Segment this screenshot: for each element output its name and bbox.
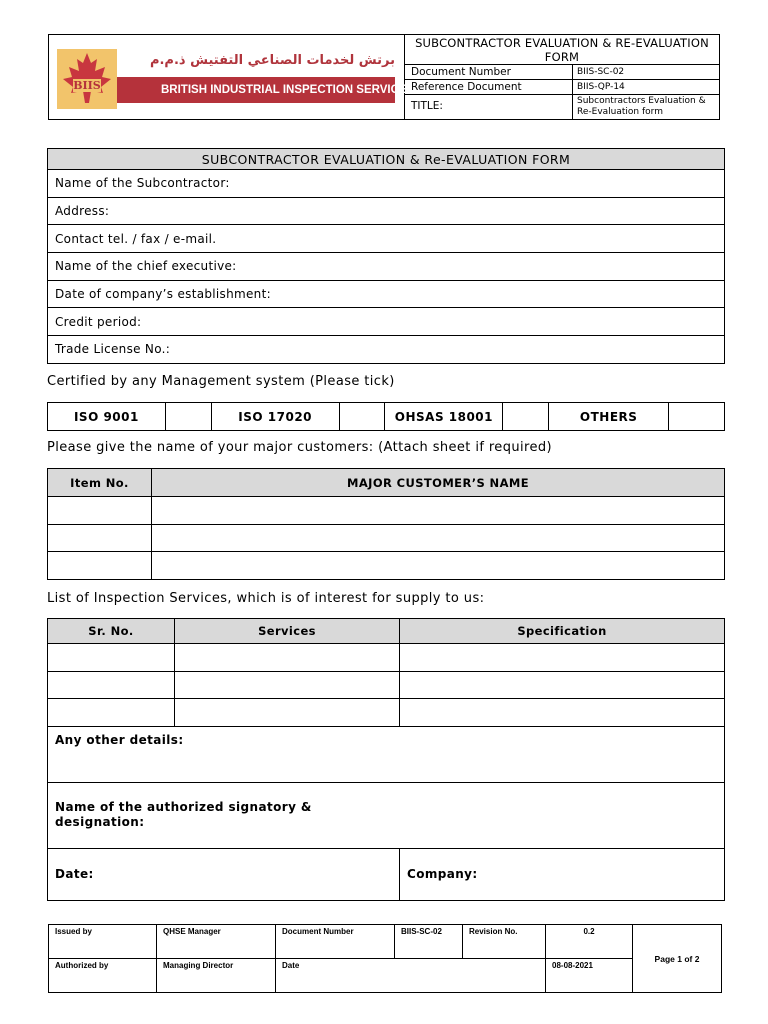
- form-title: SUBCONTRACTOR EVALUATION & Re-EVALUATION FORM: [48, 149, 725, 170]
- header-title-row: [405, 95, 719, 119]
- services-label: List of Inspection Services, which is of interest for supply to us:: [47, 591, 485, 606]
- col-sr-no: Sr. No.: [48, 619, 175, 644]
- col-services: Services: [175, 619, 400, 644]
- signatory-label: Name of the authorized signatory & designation:: [55, 800, 312, 829]
- document-footer: [48, 924, 722, 993]
- field-establishment-date[interactable]: Date of company’s establishment:: [48, 280, 725, 308]
- field-other-details[interactable]: Any other details:: [48, 726, 725, 782]
- col-item-no: Item No.: [48, 469, 152, 497]
- col-specification: Specification: [400, 619, 725, 644]
- doc-number-label: Document Number: [405, 65, 573, 79]
- cell-sr[interactable]: [48, 644, 175, 672]
- company-name-arabic: برتش لخدمات الصناعي التفتيش ذ.م.م: [149, 53, 395, 68]
- checkbox-ohsas-18001[interactable]: [503, 403, 549, 431]
- cell-customer[interactable]: [152, 497, 725, 525]
- cell-customer[interactable]: [152, 524, 725, 552]
- cell-item[interactable]: [48, 524, 152, 552]
- customers-label: Please give the name of your major customers: (Attach sheet if required): [47, 440, 552, 455]
- logo-text: BIIS: [73, 79, 101, 92]
- header-doc-number-row: [405, 65, 719, 80]
- footer-doc-number-label: Document Number: [276, 925, 395, 959]
- footer-page-number: Page 1 of 2: [633, 925, 722, 993]
- cell-service[interactable]: [175, 699, 400, 727]
- cell-item[interactable]: [48, 552, 152, 580]
- cell-customer[interactable]: [152, 552, 725, 580]
- title-value: Subcontractors Evaluation & Re-Evaluation form: [577, 96, 706, 117]
- footer-doc-number-value: BIIS-SC-02: [395, 925, 463, 959]
- ref-doc-label: Reference Document: [405, 80, 573, 94]
- footer-issued-by-label: Issued by: [49, 925, 157, 959]
- table-row: [48, 524, 725, 552]
- cell-sr[interactable]: [48, 699, 175, 727]
- header-info: [405, 35, 719, 119]
- footer-issued-by-value: QHSE Manager: [157, 925, 276, 959]
- subcontractor-details-table: [47, 148, 725, 364]
- field-credit-period[interactable]: Credit period:: [48, 308, 725, 336]
- customers-table: [47, 468, 725, 580]
- company-name: BRITISH INDUSTRIAL INSPECTION SERVICES L.L.C.: [117, 77, 395, 103]
- ref-doc-value: BIIS-QP-14: [577, 82, 625, 92]
- field-date[interactable]: Date:: [48, 848, 400, 900]
- table-row: [48, 699, 725, 727]
- footer-authorized-by-value: Managing Director: [157, 959, 276, 993]
- cell-service[interactable]: [175, 644, 400, 672]
- services-table: [47, 618, 725, 901]
- doc-number-value: BIIS-SC-02: [577, 67, 625, 77]
- cell-spec[interactable]: [400, 699, 725, 727]
- option-ohsas-18001: OHSAS 18001: [385, 403, 503, 431]
- checkbox-others[interactable]: [669, 403, 725, 431]
- table-row: [48, 644, 725, 672]
- table-row: [48, 671, 725, 699]
- cell-sr[interactable]: [48, 671, 175, 699]
- option-iso-9001: ISO 9001: [48, 403, 166, 431]
- header-title: SUBCONTRACTOR EVALUATION & RE-EVALUATION FORM: [405, 35, 719, 65]
- footer-revision-value: 0.2: [546, 925, 633, 959]
- option-iso-17020: ISO 17020: [211, 403, 339, 431]
- field-chief-executive[interactable]: Name of the chief executive:: [48, 253, 725, 281]
- field-trade-license[interactable]: Trade License No.:: [48, 336, 725, 364]
- footer-authorized-by-label: Authorized by: [49, 959, 157, 993]
- header-ref-doc-row: [405, 80, 719, 95]
- field-subcontractor-name[interactable]: Name of the Subcontractor:: [48, 170, 725, 198]
- footer-revision-label: Revision No.: [463, 925, 546, 959]
- option-others: OTHERS: [549, 403, 669, 431]
- checkbox-iso-17020[interactable]: [339, 403, 385, 431]
- field-contact[interactable]: Contact tel. / fax / e-mail.: [48, 225, 725, 253]
- cell-item[interactable]: [48, 497, 152, 525]
- maple-leaf-emblem: [57, 49, 117, 109]
- title-label: TITLE:: [405, 95, 573, 119]
- table-row: [48, 552, 725, 580]
- checkbox-iso-9001[interactable]: [165, 403, 211, 431]
- document-header: [48, 34, 720, 120]
- col-customer-name: MAJOR CUSTOMER’S NAME: [152, 469, 725, 497]
- table-row: [48, 497, 725, 525]
- footer-date-value: 08-08-2021: [546, 959, 633, 993]
- cell-service[interactable]: [175, 671, 400, 699]
- footer-date-label: Date: [276, 959, 546, 993]
- certification-label: Certified by any Management system (Please tick): [47, 374, 395, 389]
- certification-table: [47, 402, 725, 431]
- field-company[interactable]: Company:: [400, 848, 725, 900]
- field-address[interactable]: Address:: [48, 197, 725, 225]
- cell-spec[interactable]: [400, 671, 725, 699]
- cell-spec[interactable]: [400, 644, 725, 672]
- field-authorized-signatory[interactable]: [48, 782, 725, 848]
